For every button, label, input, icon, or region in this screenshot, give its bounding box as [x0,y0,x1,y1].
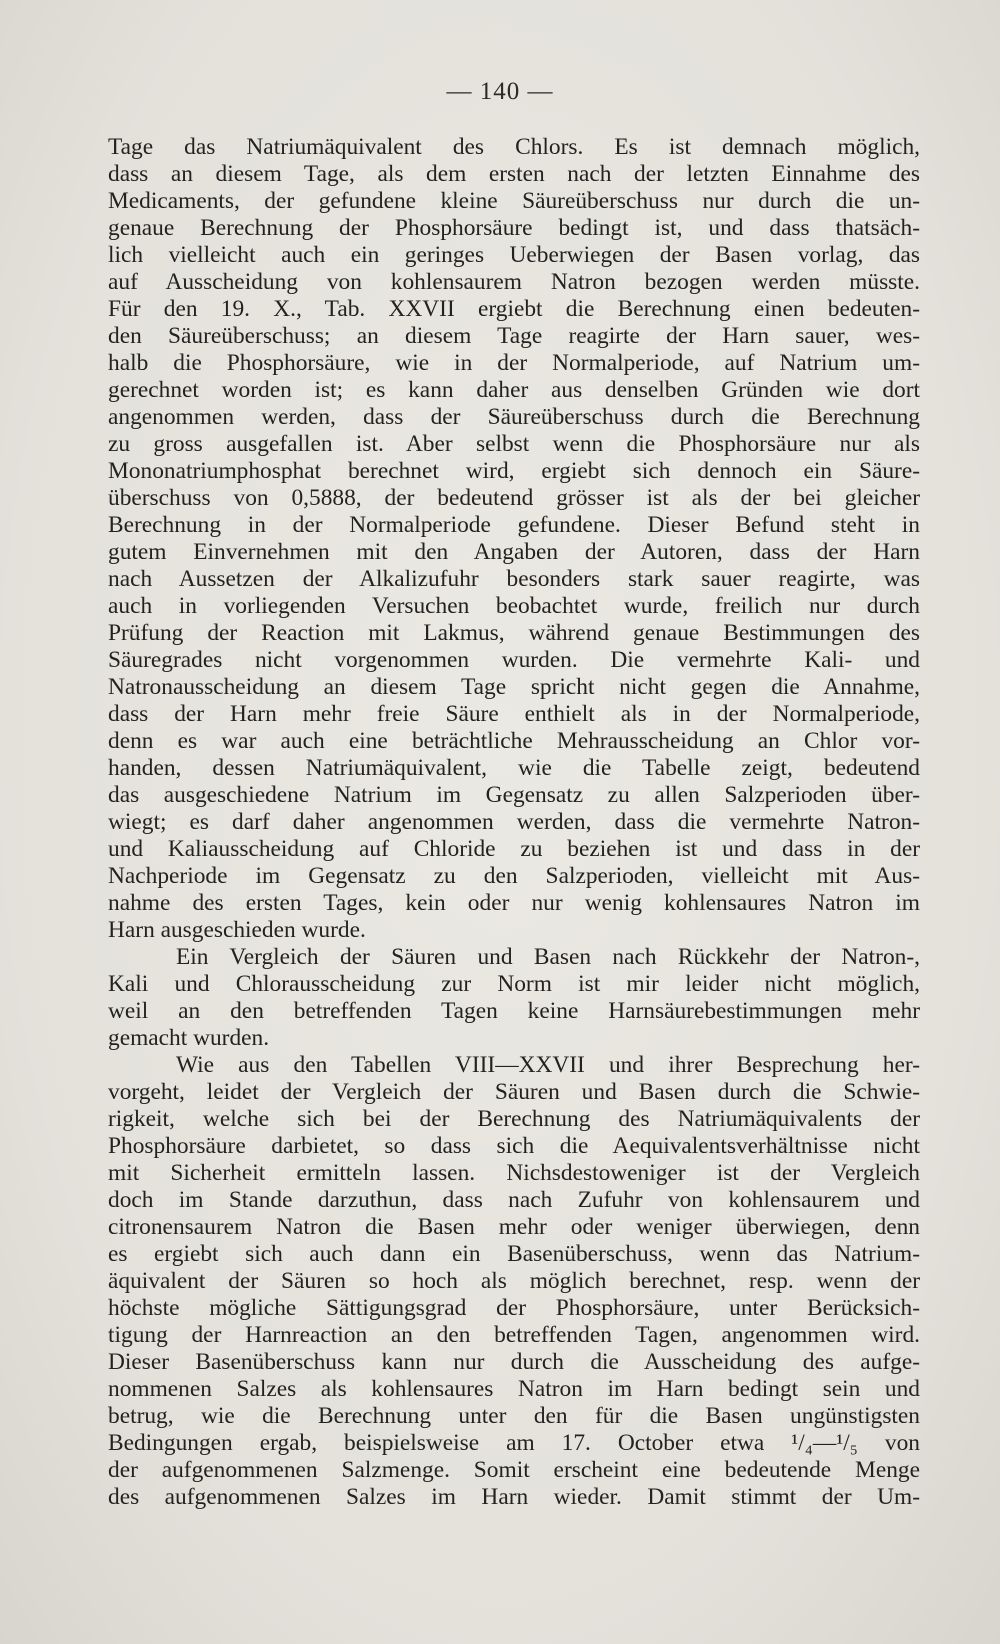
text-line: nahme des ersten Tages, kein oder nur wenig kohlensaures Natron im [108,890,920,916]
text-line: Medicaments, der gefundene kleine Säureüberschuss nur durch die un- [108,188,920,214]
text-line: das ausgeschiedene Natrium im Gegensatz zu allen Salzperioden über- [108,782,920,808]
text-line: auch in vorliegenden Versuchen beobachtet wurde, freilich nur durch [108,593,920,619]
text-line: gutem Einvernehmen mit den Angaben der Autoren, dass der Harn [108,539,920,565]
text-line: vorgeht, leidet der Vergleich der Säuren und Basen durch die Schwie- [108,1079,920,1105]
text-line: wiegt; es darf daher angenommen werden, dass die vermehrte Natron- [108,809,920,835]
text-line: Wie aus den Tabellen VIII—XXVII und ihrer Besprechung her- [176,1052,920,1078]
text-line: Tage das Natriumäquivalent des Chlors. Es ist demnach möglich, [108,134,920,160]
text-line: dass der Harn mehr freie Säure enthielt als in der Normalperiode, [108,701,920,727]
text-line: überschuss von 0,5888, der bedeutend grösser ist als der bei gleicher [108,485,920,511]
text-line: doch im Stande darzuthun, dass nach Zufuhr von kohlensaurem und [108,1187,920,1213]
text-line: betrug, wie die Berechnung unter den für die Basen ungünstigsten [108,1403,920,1429]
text-line: genaue Berechnung der Phosphorsäure bedingt ist, und dass thatsäch- [108,215,920,241]
text-line: Harn ausgeschieden wurde. [108,917,366,943]
text-line: rigkeit, welche sich bei der Berechnung des Natriumäquivalents der [108,1106,920,1132]
text-line: Bedingungen ergab, beispielsweise am 17. October etwa ¹/₄—¹/₅ von [108,1430,920,1456]
body-text [108,134,920,1511]
paragraph-2 [108,944,920,1052]
text-line: des aufgenommenen Salzes im Harn wieder. Damit stimmt der Um- [108,1484,920,1510]
text-line: den Säureüberschuss; an diesem Tage reagirte der Harn sauer, wes- [108,323,920,349]
text-line: tigung der Harnreaction an den betreffenden Tagen, angenommen wird. [108,1322,920,1348]
text-line: Kali und Chlorausscheidung zur Norm ist mir leider nicht möglich, [108,971,920,997]
text-line: handen, dessen Natriumäquivalent, wie die Tabelle zeigt, bedeutend [108,755,920,781]
text-line: Ein Vergleich der Säuren und Basen nach Rückkehr der Natron-, [176,944,920,970]
text-line: äquivalent der Säuren so hoch als möglich berechnet, resp. wenn der [108,1268,920,1294]
text-line: Für den 19. X., Tab. XXVII ergiebt die Berechnung einen bedeuten- [108,296,920,322]
text-line: Phosphorsäure darbietet, so dass sich die Aequivalentsverhältnisse nicht [108,1133,920,1159]
text-line: Dieser Basenüberschuss kann nur durch die Ausscheidung des aufge- [108,1349,920,1375]
text-line: nach Aussetzen der Alkalizufuhr besonders stark sauer reagirte, was [108,566,920,592]
text-line: dass an diesem Tage, als dem ersten nach der letzten Einnahme des [108,161,920,187]
text-line: angenommen werden, dass der Säureüberschuss durch die Berechnung [108,404,920,430]
page-number: — 140 — [446,78,554,105]
text-line: es ergiebt sich auch dann ein Basenüberschuss, wenn das Natrium- [108,1241,920,1267]
text-line: Nachperiode im Gegensatz zu den Salzperioden, vielleicht mit Aus- [108,863,920,889]
text-line: lich vielleicht auch ein geringes Ueberwiegen der Basen vorlag, das [108,242,920,268]
text-line: Natronausscheidung an diesem Tage spricht nicht gegen die Annahme, [108,674,920,700]
text-line: Berechnung in der Normalperiode gefundene. Dieser Befund steht in [108,512,920,538]
text-line: halb die Phosphorsäure, wie in der Normalperiode, auf Natrium um- [108,350,920,376]
text-line: zu gross ausgefallen ist. Aber selbst wenn die Phosphorsäure nur als [108,431,920,457]
text-line: citronensaurem Natron die Basen mehr oder weniger überwiegen, denn [108,1214,920,1240]
text-line: und Kaliausscheidung auf Chloride zu beziehen ist und dass in der [108,836,920,862]
paragraph-1 [108,134,920,944]
text-line: der aufgenommenen Salzmenge. Somit erscheint eine bedeutende Menge [108,1457,920,1483]
paragraph-3 [108,1052,920,1511]
text-line: nommenen Salzes als kohlensaures Natron im Harn bedingt sein und [108,1376,920,1402]
text-line: Prüfung der Reaction mit Lakmus, während genaue Bestimmungen des [108,620,920,646]
text-line: gerechnet worden ist; es kann daher aus denselben Gründen wie dort [108,377,920,403]
text-line: gemacht wurden. [108,1025,270,1051]
text-line: Säuregrades nicht vorgenommen wurden. Die vermehrte Kali- und [108,647,920,673]
text-line: höchste mögliche Sättigungsgrad der Phosphorsäure, unter Berücksich- [108,1295,920,1321]
text-line: mit Sicherheit ermitteln lassen. Nichsdestoweniger ist der Vergleich [108,1160,920,1186]
text-line: denn es war auch eine beträchtliche Mehrausscheidung an Chlor vor- [108,728,920,754]
text-line: Mononatriumphosphat berechnet wird, ergiebt sich dennoch ein Säure- [108,458,920,484]
text-line: auf Ausscheidung von kohlensaurem Natron bezogen werden müsste. [108,269,920,295]
text-line: weil an den betreffenden Tagen keine Harnsäurebestimmungen mehr [108,998,920,1024]
